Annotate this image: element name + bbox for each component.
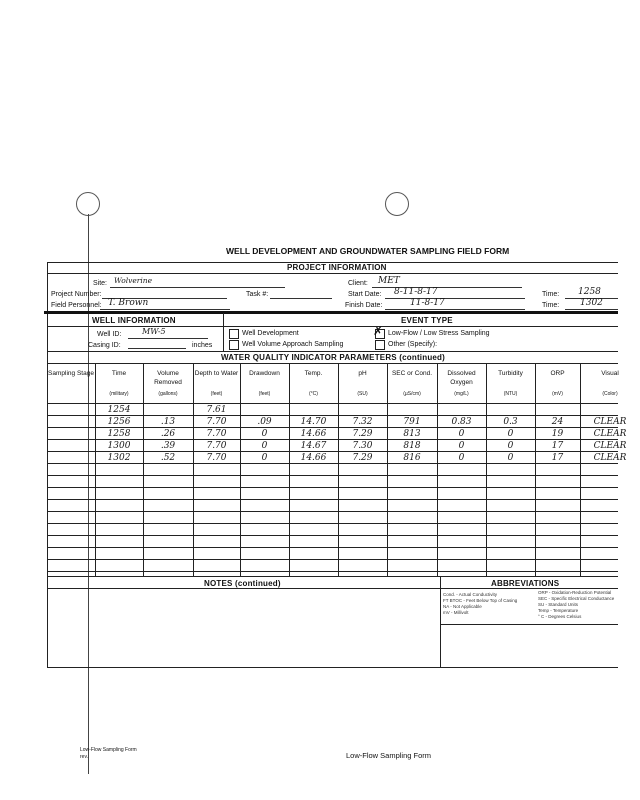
punch-hole-left <box>76 192 100 216</box>
table-cell: 7.32 <box>352 417 373 427</box>
casing-id-underline <box>128 348 186 349</box>
params-section-header: WATER QUALITY INDICATOR PARAMETERS (continued) <box>218 353 448 363</box>
abbr-right-4: ° C - Degrees Celsius <box>538 614 582 619</box>
start-date-label: Start Date: <box>348 291 382 298</box>
table-cell: 17 <box>551 453 564 463</box>
params-row-rule <box>47 511 618 512</box>
task-underline <box>270 298 332 299</box>
footer-center: Low-Flow Sampling Form <box>346 751 432 760</box>
table-cell: 0 <box>458 453 465 463</box>
label-well-volume-sampling: Well Volume Approach Sampling <box>242 341 344 348</box>
table-cell: 7.70 <box>206 441 227 451</box>
table-cell: 17 <box>551 441 564 451</box>
frame-bottom <box>47 667 618 668</box>
column-header-name: Sampling Stage <box>48 370 94 377</box>
table-cell: 791 <box>403 417 421 427</box>
checkbox-well-development[interactable] <box>229 329 239 339</box>
section-divider <box>44 311 618 314</box>
table-cell: .09 <box>257 417 272 427</box>
checkbox-well-volume-sampling[interactable] <box>229 340 239 350</box>
field-personnel-underline <box>100 309 230 310</box>
params-row-rule <box>47 559 618 560</box>
well-section-header: WELL INFORMATION <box>89 316 179 326</box>
abbreviations-section-header: ABBREVIATIONS <box>488 579 562 589</box>
column-header-unit: (°C) <box>309 391 318 397</box>
column-header-name: ORP <box>550 370 565 377</box>
start-date-underline <box>385 298 525 299</box>
finish-date-value: 11-8-17 <box>410 298 445 308</box>
table-cell: 1256 <box>107 417 131 427</box>
abbr-left-2: NA - Not Applicable <box>443 604 482 609</box>
notes-area[interactable] <box>50 592 436 664</box>
column-header-name: Depth to Water <box>194 370 239 377</box>
notes-top-rule <box>47 576 618 577</box>
params-row-rule <box>47 487 618 488</box>
event-header-rule <box>223 326 618 327</box>
column-header-unit: (feet) <box>258 391 271 397</box>
time-underline-2 <box>565 309 618 310</box>
table-cell: 7.29 <box>352 429 373 439</box>
column-header-unit: (µS/cm) <box>403 391 421 397</box>
well-id-label: Well ID: <box>97 331 122 338</box>
casing-units: inches <box>192 342 213 349</box>
time-value-2: 1302 <box>580 298 603 308</box>
project-section-header: PROJECT INFORMATION <box>284 263 390 273</box>
table-cell: 1258 <box>107 429 131 439</box>
field-personnel-label: Field Personnel: <box>51 302 102 309</box>
label-low-flow-sampling: Low-Flow / Low Stress Sampling <box>388 330 490 337</box>
table-cell: 816 <box>403 453 421 463</box>
column-header-unit: (mg/L) <box>454 391 469 397</box>
table-cell: 1254 <box>107 405 131 415</box>
label-other: Other (Specify): <box>388 341 438 348</box>
well-id-value: MW-5 <box>142 327 166 336</box>
column-header-name: SEC or Cond. <box>391 370 433 377</box>
abbr-left-1: FT BTOC - Feet Below Top of Casing <box>443 598 518 603</box>
table-cell: CLEAR <box>593 453 627 463</box>
event-section-header: EVENT TYPE <box>398 316 456 326</box>
table-cell: .39 <box>160 441 176 451</box>
table-cell: 7.70 <box>206 417 227 427</box>
table-cell: 0 <box>261 453 268 463</box>
column-header-unit: (military) <box>109 391 129 397</box>
table-cell: 7.61 <box>206 405 227 415</box>
table-cell: 0 <box>458 441 465 451</box>
label-well-development: Well Development <box>242 330 299 337</box>
column-header-name: Drawdown <box>249 370 280 377</box>
table-cell: 14.66 <box>300 429 327 439</box>
task-label: Task #: <box>246 291 269 298</box>
footer-left-line1: Low-Flow Sampling Form <box>80 747 137 753</box>
column-header-unit: (SU) <box>357 391 368 397</box>
table-cell: CLEAR <box>593 417 627 427</box>
well-header-rule <box>47 326 223 327</box>
column-header-name: pH <box>358 370 367 377</box>
table-cell: 7.70 <box>206 429 227 439</box>
table-cell: 818 <box>403 441 421 451</box>
params-row-rule <box>47 571 618 572</box>
table-cell: 7.30 <box>352 441 373 451</box>
table-cell: 1302 <box>107 453 131 463</box>
well-event-divider <box>223 313 224 351</box>
table-cell: 0.3 <box>503 417 518 427</box>
abbr-right-3: Temp - Temperature <box>538 608 579 613</box>
client-value: MET <box>378 276 400 286</box>
table-cell: 0.83 <box>451 417 472 427</box>
column-header-unit: (Color) <box>602 391 618 397</box>
abbr-left-0: Cond. - Actual Conductivity <box>443 592 498 597</box>
table-cell: 24 <box>551 417 564 427</box>
time-value-1: 1258 <box>578 287 601 297</box>
checkbox-other[interactable] <box>375 340 385 350</box>
casing-id-label: Casing ID: <box>88 342 121 349</box>
table-cell: 0 <box>507 453 514 463</box>
client-label: Client: <box>348 280 368 287</box>
params-row-rule <box>47 499 618 500</box>
table-cell: 813 <box>403 429 421 439</box>
abbr-right-2: SU - Standard Units <box>538 602 579 607</box>
abbr-bottom-rule <box>440 624 618 625</box>
table-cell: .13 <box>160 417 176 427</box>
params-header-rule <box>47 363 618 364</box>
time-label-1: Time: <box>542 291 560 298</box>
params-row-rule <box>47 475 618 476</box>
binding-line <box>88 214 89 774</box>
punch-hole-right <box>385 192 409 216</box>
frame-left <box>47 262 48 668</box>
finish-date-label: Finish Date: <box>345 302 383 309</box>
table-cell: .52 <box>160 453 176 463</box>
finish-date-underline <box>385 309 525 310</box>
table-cell: 0 <box>261 429 268 439</box>
table-cell: 1300 <box>107 441 131 451</box>
table-cell: 14.67 <box>300 441 327 451</box>
notes-abbr-divider <box>440 576 441 668</box>
site-label: Site: <box>93 280 108 287</box>
column-header-name: Visual <box>601 370 619 377</box>
project-number-label: Project Number: <box>51 291 102 298</box>
params-row-rule <box>47 535 618 536</box>
column-header-name: Volume Removed <box>154 370 182 386</box>
table-cell: 7.29 <box>352 453 373 463</box>
time-label-2: Time: <box>542 302 560 309</box>
column-header-unit: (gallons) <box>158 391 178 397</box>
notes-header-rule <box>47 588 618 589</box>
params-top-rule <box>47 351 618 352</box>
column-header-name: Turbidity <box>498 370 523 377</box>
table-cell: 0 <box>261 441 268 451</box>
column-header-name: Time <box>111 370 127 377</box>
check-mark-icon: ✗ <box>373 324 384 338</box>
well-id-underline <box>128 338 208 339</box>
table-cell: 19 <box>551 429 564 439</box>
table-cell: 0 <box>507 441 514 451</box>
column-header-unit: (feet) <box>210 391 223 397</box>
column-header-unit: (NTU) <box>503 391 518 397</box>
column-header-name: Temp. <box>304 370 323 377</box>
field-personnel-value: T. Brown <box>108 298 149 308</box>
abbr-right-0: ORP - Oxidation-Reduction Potential <box>538 590 612 595</box>
table-cell: 7.70 <box>206 453 227 463</box>
form-title: WELL DEVELOPMENT AND GROUNDWATER SAMPLING FIELD FORM <box>226 246 510 256</box>
params-row-rule <box>47 523 618 524</box>
table-cell: 0 <box>507 429 514 439</box>
table-cell: 14.70 <box>300 417 327 427</box>
table-cell: .26 <box>160 429 176 439</box>
abbr-right-1: SEC - Specific Electrical Conductance <box>538 596 615 601</box>
site-value: Wolverine <box>114 276 153 285</box>
table-cell: CLEAR <box>593 441 627 451</box>
notes-section-header: NOTES (continued) <box>201 579 284 589</box>
table-cell: CLEAR <box>593 429 627 439</box>
site-underline <box>110 287 285 288</box>
table-cell: 0 <box>458 429 465 439</box>
project-header-rule <box>47 273 618 274</box>
start-date-value: 8-11-8-17 <box>394 287 438 297</box>
footer-left-line2: rev. <box>80 754 88 760</box>
params-row-rule <box>47 547 618 548</box>
abbr-left-3: mV - Millivolt <box>443 610 469 615</box>
table-cell: 14.66 <box>300 453 327 463</box>
column-header-name: Dissolved Oxygen <box>447 370 476 386</box>
column-header-unit: (mV) <box>552 391 563 397</box>
